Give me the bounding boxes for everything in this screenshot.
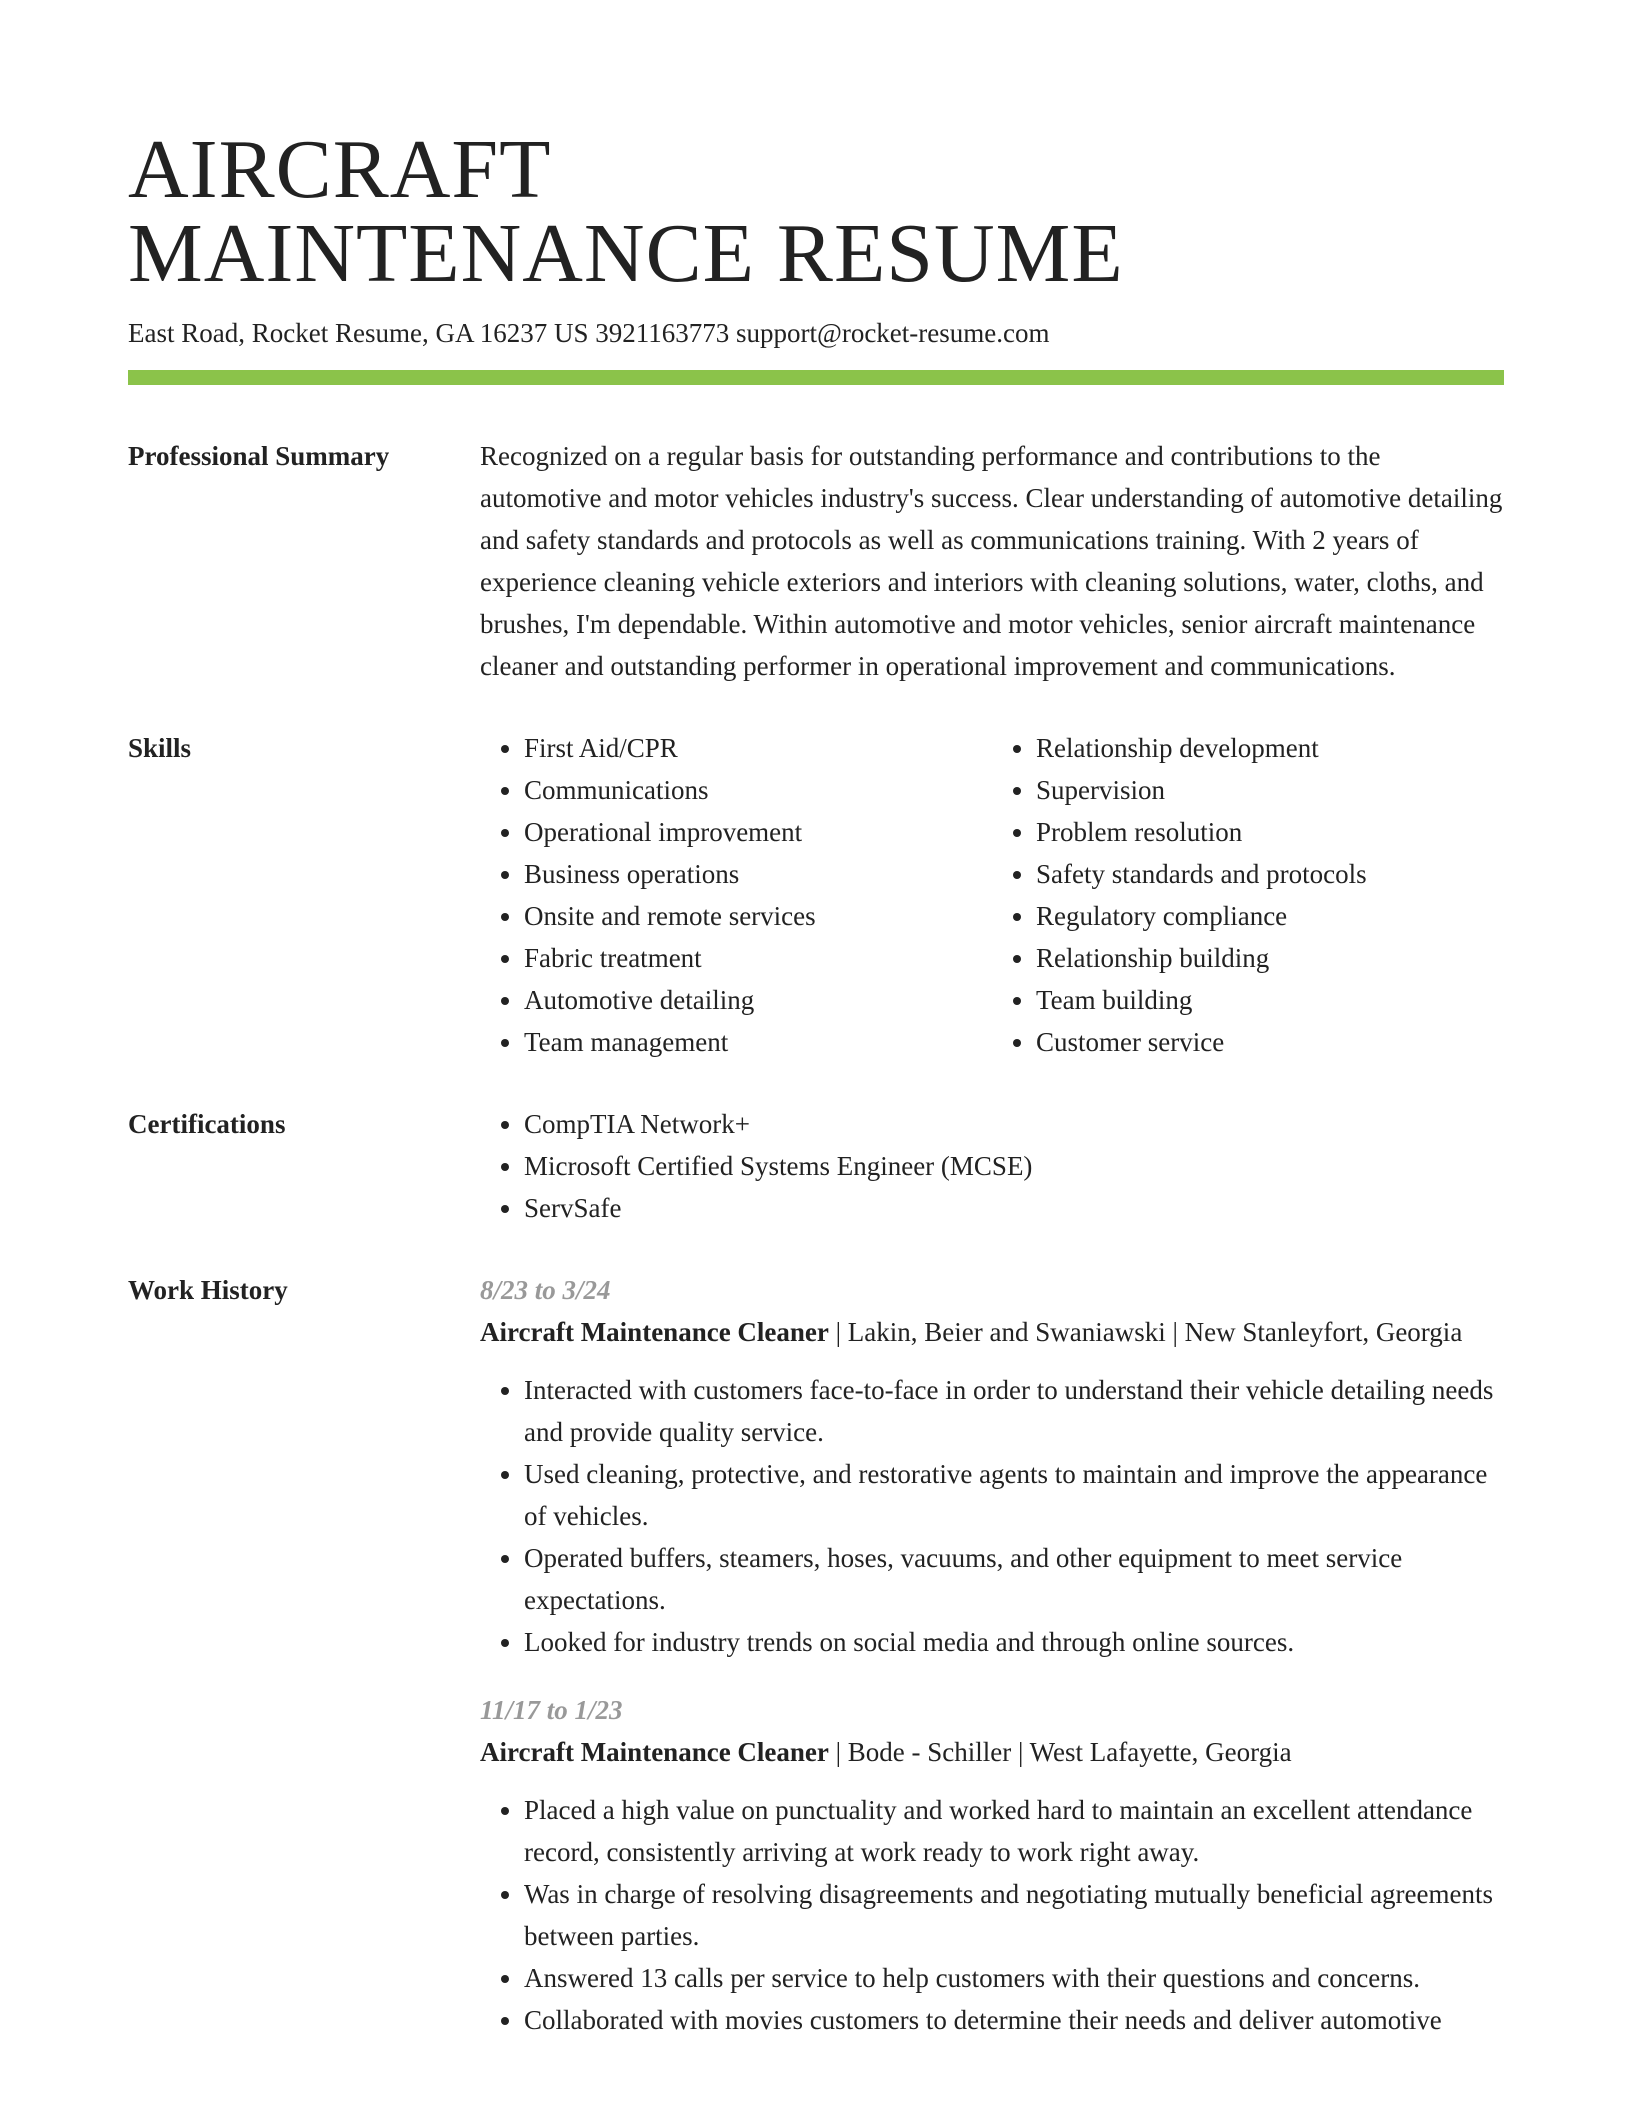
contact-address: East Road, Rocket Resume, GA 16237 US — [128, 318, 589, 348]
contact-line — [128, 316, 1504, 350]
job-bullets — [480, 1369, 1504, 1663]
job-entry — [480, 1689, 1504, 2041]
certifications-list — [480, 1103, 1504, 1229]
job-title: Aircraft Maintenance Cleaner — [480, 1737, 829, 1767]
resume-page — [128, 123, 1504, 2041]
skill-item: • Communications — [524, 769, 992, 811]
summary-section — [128, 435, 1504, 687]
skill-item: • Onsite and remote services — [524, 895, 992, 937]
skill-item: • Regulatory compliance — [1036, 895, 1504, 937]
job-bullet: • Collaborated with movies customers to determine their needs and deliver automotive — [524, 1999, 1504, 2041]
certifications-section — [128, 1103, 1504, 1229]
job-title: Aircraft Maintenance Cleaner — [480, 1317, 829, 1347]
certification-item: • Microsoft Certified Systems Engineer (MCSE) — [524, 1145, 1504, 1187]
skills-list-left — [480, 727, 992, 1063]
contact-email: support@rocket-resume.com — [735, 318, 1050, 348]
skills-section — [128, 727, 1504, 1063]
title-line-2: MAINTENANCE RESUME — [128, 207, 1124, 300]
job-bullet: • Operated buffers, steamers, hoses, vacuums, and other equipment to meet service expectations. — [524, 1537, 1504, 1621]
skill-item: • Business operations — [524, 853, 992, 895]
skill-item: • Team building — [1036, 979, 1504, 1021]
job-bullet: • Looked for industry trends on social media and through online sources. — [524, 1621, 1504, 1663]
title-line-1: AIRCRAFT — [128, 123, 552, 216]
job-bullet: • Interacted with customers face-to-face in order to understand their vehicle detailing needs and provide quality service. — [524, 1369, 1504, 1453]
contact-phone: 3921163773 — [595, 318, 730, 348]
skill-item: • Team management — [524, 1021, 992, 1063]
job-entry — [480, 1269, 1504, 1663]
certification-item: • CompTIA Network+ — [524, 1103, 1504, 1145]
resume-title — [128, 123, 1504, 300]
job-heading — [480, 1731, 1504, 1773]
job-bullet: • Used cleaning, protective, and restorative agents to maintain and improve the appearance of vehicles. — [524, 1453, 1504, 1537]
skill-item: • First Aid/CPR — [524, 727, 992, 769]
job-bullet: • Was in charge of resolving disagreements and negotiating mutually beneficial agreements between parties. — [524, 1873, 1504, 1957]
skill-item: • Relationship building — [1036, 937, 1504, 979]
job-bullets — [480, 1789, 1504, 2041]
skills-label: Skills — [128, 733, 192, 763]
skill-item: • Safety standards and protocols — [1036, 853, 1504, 895]
skill-item: • Supervision — [1036, 769, 1504, 811]
summary-label: Professional Summary — [128, 441, 390, 471]
skills-grid — [480, 727, 1504, 1063]
job-details: | Lakin, Beier and Swaniawski | New Stanleyfort, Georgia — [828, 1317, 1463, 1347]
job-heading — [480, 1311, 1504, 1353]
certification-item: • ServSafe — [524, 1187, 1504, 1229]
skill-item: • Customer service — [1036, 1021, 1504, 1063]
job-dates: 11/17 to 1/23 — [480, 1695, 623, 1725]
work-history-section — [128, 1269, 1504, 2041]
skill-item: • Relationship development — [1036, 727, 1504, 769]
skill-item: • Fabric treatment — [524, 937, 992, 979]
skills-list-right — [992, 727, 1504, 1063]
skill-item: • Operational improvement — [524, 811, 992, 853]
header-divider — [128, 370, 1504, 385]
skill-item: • Automotive detailing — [524, 979, 992, 1021]
certifications-label: Certifications — [128, 1109, 286, 1139]
job-details: | Bode - Schiller | West Lafayette, Georgia — [828, 1737, 1292, 1767]
job-bullet: • Placed a high value on punctuality and worked hard to maintain an excellent attendance record, consistently arriving at work ready to work right away. — [524, 1789, 1504, 1873]
job-bullet: • Answered 13 calls per service to help customers with their questions and concerns. — [524, 1957, 1504, 1999]
skill-item: • Problem resolution — [1036, 811, 1504, 853]
job-dates: 8/23 to 3/24 — [480, 1275, 611, 1305]
work-history-label: Work History — [128, 1275, 288, 1305]
summary-text: Recognized on a regular basis for outstanding performance and contributions to the automotive and motor vehicles industry's success. Clear understanding of automotive detailing and safety standards and protocols as well as communications training. With 2 years of experience cleaning vehicle exteriors and interiors with cleaning solutions, water, cloths, and brushes, I'm dependable. Within automotive and motor vehicles, senior aircraft maintenance cleaner and outstanding performer in operational improvement and communications. — [480, 441, 1503, 681]
